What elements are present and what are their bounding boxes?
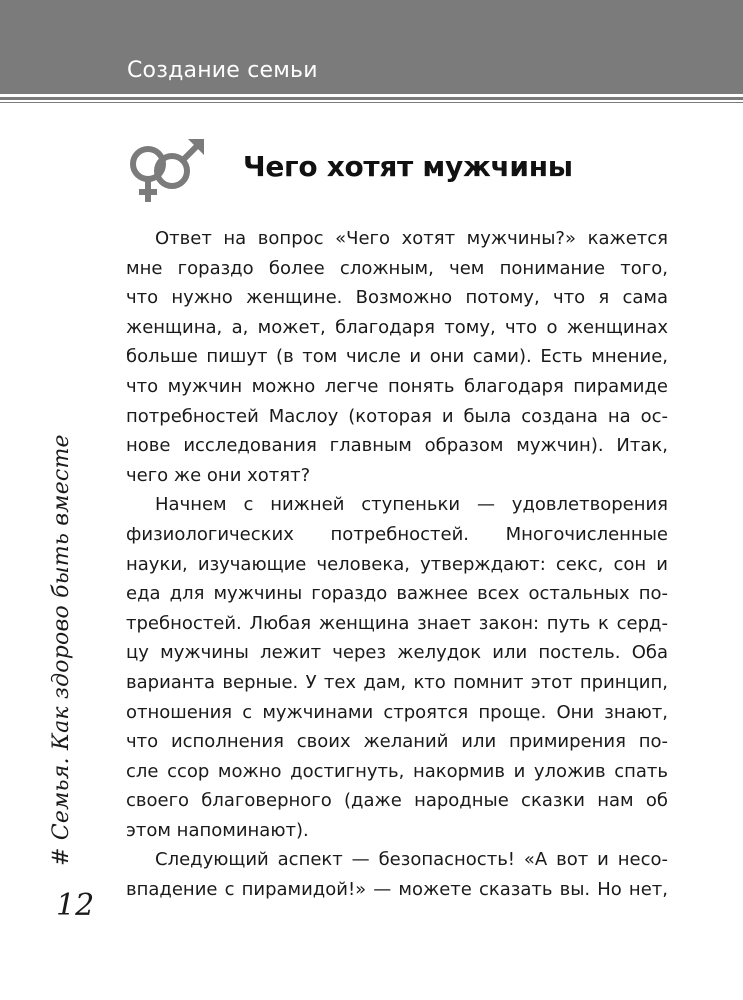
text-line: больше пишут (в том числе и они сами). Есть мнение,: [126, 346, 668, 368]
text-line: чего же они хотят?: [126, 464, 311, 486]
text-line: что нужно женщине. Возможно потому, что я сама: [126, 287, 668, 309]
page-number: 12: [56, 888, 95, 923]
chapter-title: Чего хотят мужчины: [243, 150, 573, 183]
text-line: требностей. Любая женщина знает закон: путь к серд-: [126, 612, 668, 634]
text-line: сле ссор можно достигнуть, накормив и уложив спать: [126, 760, 668, 782]
text-line: этом напоминают).: [126, 819, 309, 841]
male-female-symbols-icon: [123, 137, 211, 209]
text-line: отношения с мужчинами строятся проще. Они знают,: [126, 701, 668, 723]
section-header-band: [0, 0, 743, 94]
text-line: варианта верные. У тех дам, кто помнит этот принцип,: [126, 671, 668, 693]
text-line: впадение с пирамидой!» — можете сказать вы. Но нет,: [126, 879, 668, 901]
text-line: потребностей Маслоу (которая и была создана на ос-: [126, 405, 668, 427]
text-line: что мужчин можно легче понять благодаря пирамиде: [126, 375, 668, 397]
text-line: что исполнения своих желаний или примирения по-: [126, 731, 668, 753]
text-line: своего благоверного (даже народные сказки нам об: [126, 790, 668, 812]
text-line: науки, изучающие человека, утверждают: секс, сон и: [126, 553, 668, 575]
text-line: цу мужчины лежит через желудок или постель. Оба: [126, 642, 668, 664]
text-line: еда для мужчины гораздо важнее всех остальных по-: [126, 583, 668, 605]
section-title: Создание семьи: [127, 58, 318, 83]
text-line: женщина, а, может, благодаря тому, что о женщинах: [126, 316, 668, 338]
text-line: мне гораздо более сложным, чем понимание того,: [126, 257, 668, 279]
text-line: Следующий аспект — безопасность! «А вот и несо-: [155, 849, 668, 871]
text-line: Ответ на вопрос «Чего хотят мужчины?» кажется: [155, 228, 668, 249]
text-line: Начнем с нижней ступеньки — удовлетворения: [155, 494, 668, 516]
body-text: [126, 224, 668, 905]
text-line: физиологических потребностей. Многочисленные: [126, 523, 668, 545]
header-divider: [0, 97, 743, 103]
running-title: # Семья. Как здорово быть вместе: [49, 434, 74, 866]
text-line: нове исследования главным образом мужчин). Итак,: [126, 435, 668, 457]
